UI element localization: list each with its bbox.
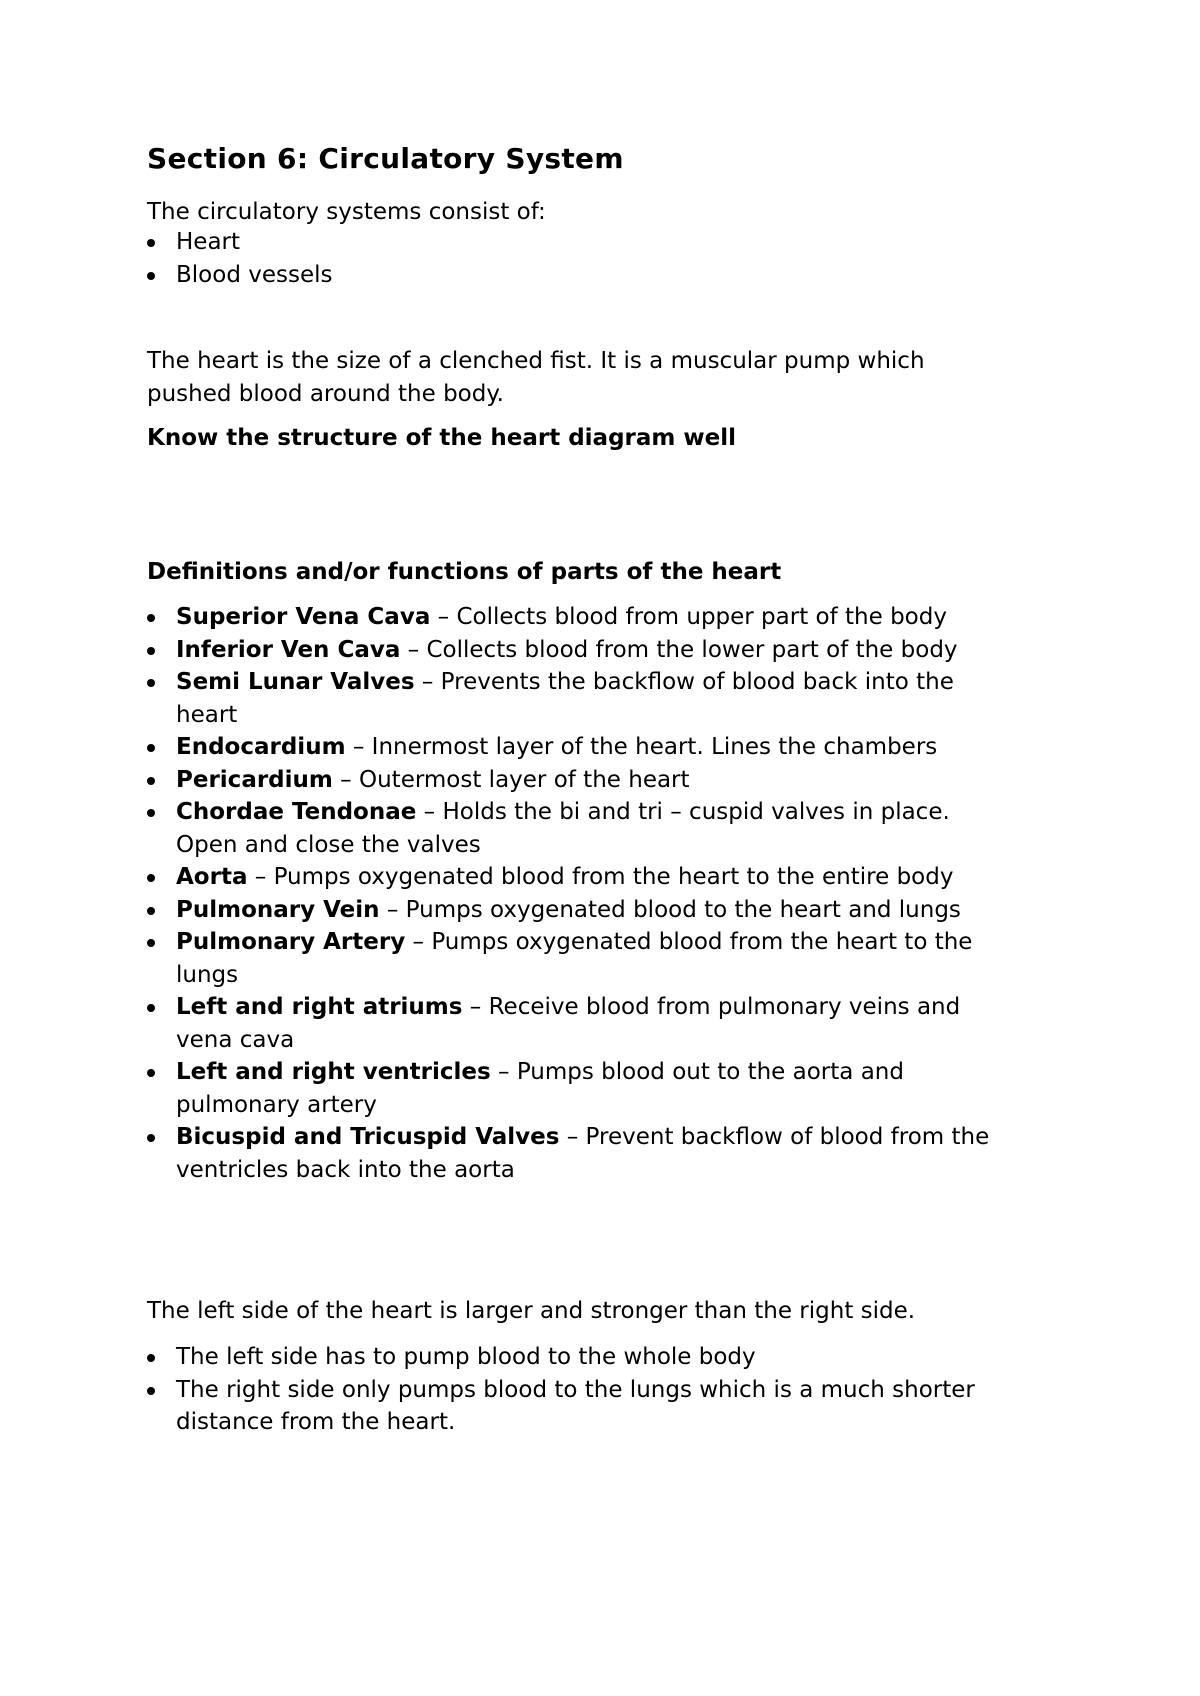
component-heart: Heart	[176, 229, 241, 255]
definition-text-continued: lungs	[176, 961, 239, 988]
definition-term: Superior Vena Cava	[176, 604, 431, 630]
definition-text: – Holds the bi and tri – cuspid valves in place.	[416, 799, 950, 825]
heart-description-line-1: The heart is the size of a clenched fist. It is a muscular pump which	[147, 348, 925, 374]
section-title: Section 6: Circulatory System	[147, 142, 624, 175]
definition-item	[147, 1056, 989, 1121]
definition-term: Pericardium	[176, 766, 333, 793]
definition-item	[147, 861, 989, 894]
definitions-list	[147, 601, 989, 1186]
definition-text-continued: ventricles back into the aorta	[176, 1156, 515, 1183]
components-list	[147, 226, 332, 291]
definition-text: – Collects blood from the lower part of the body	[400, 636, 958, 663]
definition-term: Semi Lunar Valves	[176, 669, 415, 695]
list-item	[147, 1374, 975, 1439]
component-blood-vessels: Blood vessels	[176, 261, 333, 288]
list-item	[147, 226, 332, 259]
definition-term: Aorta	[176, 864, 248, 890]
definition-term: Left and right ventricles	[176, 1059, 491, 1085]
definition-item	[147, 1121, 989, 1186]
definition-text-continued: vena cava	[176, 1026, 295, 1053]
definition-item	[147, 894, 989, 927]
definition-item	[147, 731, 989, 764]
definition-text: – Pumps oxygenated blood to the heart and lungs	[379, 896, 961, 923]
definition-text: – Pumps oxygenated blood from the heart to the entire body	[247, 864, 954, 890]
definition-text-continued: heart	[176, 701, 238, 728]
definitions-heading: Definitions and/or functions of parts of the heart	[147, 559, 782, 585]
definition-text: – Pumps oxygenated blood from the heart to the	[405, 929, 973, 955]
definition-text: – Collects blood from upper part of the body	[430, 604, 947, 630]
definition-text: – Pumps blood out to the aorta and	[490, 1059, 904, 1085]
definition-item	[147, 666, 989, 731]
diagram-note: Know the structure of the heart diagram well	[147, 425, 736, 451]
definition-text-continued: Open and close the valves	[176, 831, 481, 858]
side-point-text: The left side has to pump blood to the whole body	[176, 1344, 756, 1370]
definition-item	[147, 926, 989, 991]
definition-item	[147, 601, 989, 634]
heart-description	[147, 345, 925, 410]
definition-text: – Prevents the backflow of blood back into the	[414, 669, 954, 695]
list-item	[147, 1341, 975, 1374]
heart-description-line-2: pushed blood around the body.	[147, 380, 504, 407]
definition-term: Left and right atriums	[176, 994, 463, 1020]
definition-item	[147, 796, 989, 861]
list-item	[147, 259, 332, 292]
side-point-text-continued: distance from the heart.	[176, 1409, 456, 1435]
definition-term: Pulmonary Artery	[176, 929, 406, 955]
definition-text-continued: pulmonary artery	[176, 1091, 377, 1118]
definition-item	[147, 634, 989, 667]
definition-text: – Prevent backflow of blood from the	[559, 1124, 990, 1150]
definition-term: Pulmonary Vein	[176, 896, 380, 923]
side-point-text: The right side only pumps blood to the lungs which is a much shorter	[176, 1376, 975, 1403]
intro-text: The circulatory systems consist of:	[147, 199, 546, 225]
definition-text: – Receive blood from pulmonary veins and	[462, 994, 961, 1020]
definition-text: – Innermost layer of the heart. Lines the chambers	[345, 734, 938, 760]
side-points-list	[147, 1341, 975, 1439]
definition-term: Bicuspid and Tricuspid Valves	[176, 1124, 560, 1150]
definition-item	[147, 991, 989, 1056]
definition-term: Endocardium	[176, 734, 346, 760]
definition-term: Chordae Tendonae	[176, 799, 417, 825]
left-side-statement: The left side of the heart is larger and stronger than the right side.	[147, 1298, 916, 1324]
definition-item	[147, 764, 989, 797]
definition-text: – Outermost layer of the heart	[332, 766, 690, 793]
definition-term: Inferior Ven Cava	[176, 636, 401, 663]
